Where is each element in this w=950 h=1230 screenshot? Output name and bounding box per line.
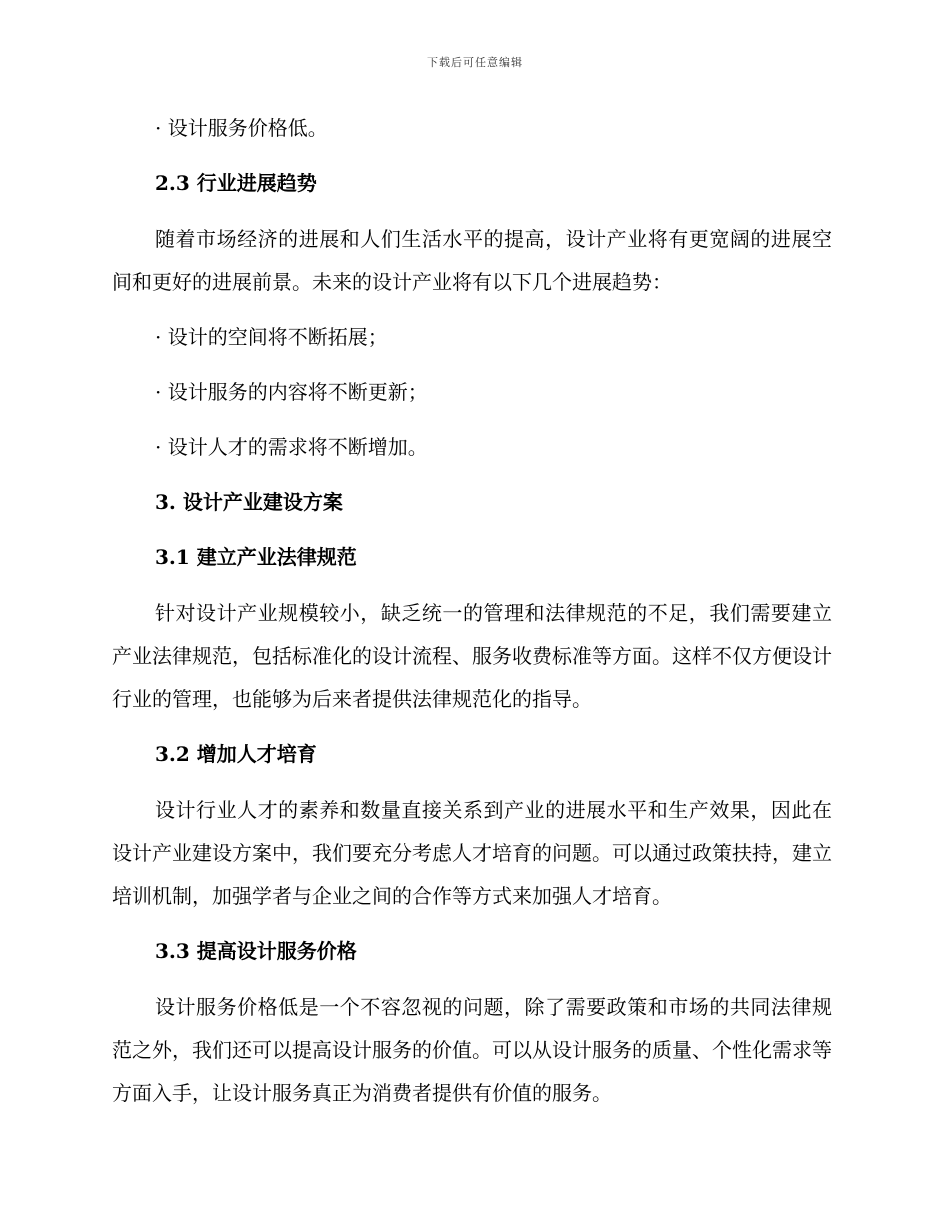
paragraph-trend: 随着市场经济的进展和人们生活水平的提高，设计产业将有更宽阔的进展空间和更好的进展前景。未来的设计产业将有以下几个进展趋势： — [112, 227, 832, 294]
section-heading-3: 3. 设计产业建设方案 — [155, 490, 343, 514]
page-header: 下载后可任意编辑 — [427, 56, 523, 69]
bullet-trend-1: · 设计的空间将不断拓展； — [155, 325, 388, 349]
paragraph-3-3: 设计服务价格低是一个不容忽视的问题，除了需要政策和市场的共同法律规范之外，我们还可以提高设计服务的价值。可以从设计服务的质量、个性化需求等方面入手，让设计服务真正为消费者提供有价值的服务。 — [112, 995, 832, 1105]
bullet-trend-3: · 设计人才的需求将不断增加。 — [155, 435, 428, 459]
document-body — [112, 108, 832, 1115]
bullet-trend-2: · 设计服务的内容将不断更新； — [155, 380, 428, 404]
bullet-price-low: · 设计服务价格低。 — [155, 116, 328, 140]
section-heading-2-3: 2.3 行业进展趋势 — [155, 171, 317, 195]
paragraph-3-1: 针对设计产业规模较小，缺乏统一的管理和法律规范的不足，我们需要建立产业法律规范，包括标准化的设计流程、服务收费标准等方面。这样不仅方便设计行业的管理，也能够为后来者提供法律规范化的指导。 — [112, 601, 832, 711]
section-heading-3-3: 3.3 提高设计服务价格 — [155, 939, 357, 963]
paragraph-3-2: 设计行业人才的素养和数量直接关系到产业的进展水平和生产效果，因此在设计产业建设方案中，我们要充分考虑人才培育的问题。可以通过政策扶持，建立培训机制，加强学者与企业之间的合作等方式来加强人才培育。 — [112, 798, 832, 908]
section-heading-3-2: 3.2 增加人才培育 — [155, 742, 317, 766]
section-heading-3-1: 3.1 建立产业法律规范 — [155, 545, 357, 569]
